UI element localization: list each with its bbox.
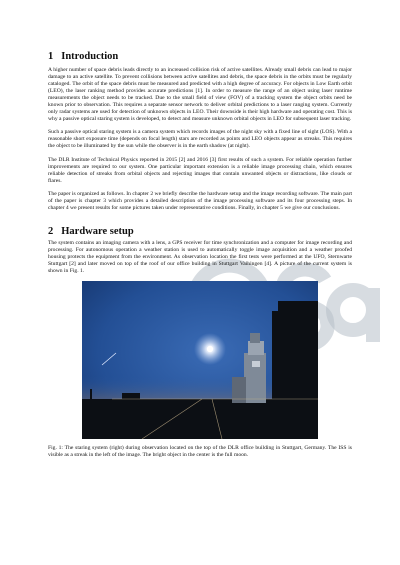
paragraph: The system contains an imaging camera with a lens, a GPS receiver for time synchronization and a computer for image recording and processing. For autonomous operation a weather station is used to automatically toggle image acquisition and a weather proofed housing protects the equipment from the environment. As observation location the first tests were performed at the UFO, Sternwarte Stuttgart [2] and later moved on top of the roof of our office building in Stuttgart Vaihingen [4]. A picture of the current system is shown in Fig. 1.: [48, 239, 352, 275]
section-number: 2: [48, 225, 54, 237]
section-introduction: [48, 50, 352, 212]
section-title: Introduction: [61, 51, 119, 62]
section-number: 1: [48, 51, 54, 62]
section-hardware-setup: [48, 225, 352, 459]
section-heading: [48, 50, 352, 63]
paragraph: The paper is organized as follows. In chapter 2 we briefly describe the hardware setup and the image recording software. The main part of the paper is chapter 3 which provides a detailed description of the image processing software and its four processing steps. In chapter 4 we present results for some pictures taken under representative conditions. Finally, in chapter 5 we give our conclusions.: [48, 190, 352, 211]
night-sky-photo: [82, 281, 318, 439]
paragraph: A higher number of space debris leads directly to an increased collision risk of active satellites. Already small debris can lead to major damage to an active satellite. To prevent collisions between active satellites and debris, the space debris in the orbits must be regularly cataloged. The orbit of the space debris must be measured and predicted with a high degree of accuracy. For objects in Low Earth orbit (LEO), the laser ranking method provides accurate predictions [1]. In order to measure the range of an object using laser runtime measurements the object needs to be tracked. Due to the small field of view (FOV) of a tracking system the object orbits need be known prior to observation. This requires a separate sensor network to deliver orbital predictions to a laser ranging system. Currently only radar systems are used for detection of unknown objects in LEO. Their downside is their high hardware and operating cost. This is why a passive optical staring system is developed, to detect and measure unknown orbital objects in LEO for subsequent laser tracking.: [48, 67, 352, 123]
main-content: [48, 50, 352, 459]
paragraph: Such a passive optical staring system is a camera system which records images of the night sky with a fixed line of sight (LOS). With a reasonable short exposure time (depends on focal length) stars are recorded as points and LEO objects appear as streaks. This requires the object to be illuminated by the sun while the observer is in the earth shadow (at night).: [48, 129, 352, 150]
section-title: Hardware setup: [61, 225, 134, 237]
figure-caption: Fig. 1: The staring system (right) during observation located on the top of the DLR office building in Stuttgart, Germany. The ISS is visible as a streak in the left of the image. The bright object in the center is the full moon.: [48, 445, 352, 459]
paragraph: The DLR Institute of Technical Physics reported in 2015 [2] and 2016 [3] first results of such a system. For reliable operation further improvements are required to our system. One particular important extension is a reliable image processing chain, which ensures reliable detection of streaks from orbital objects and rejecting images that contain unwanted objects or distractions, like clouds or flares.: [48, 156, 352, 184]
figure-staring-system-photo: [82, 281, 318, 439]
section-heading: [48, 225, 352, 238]
